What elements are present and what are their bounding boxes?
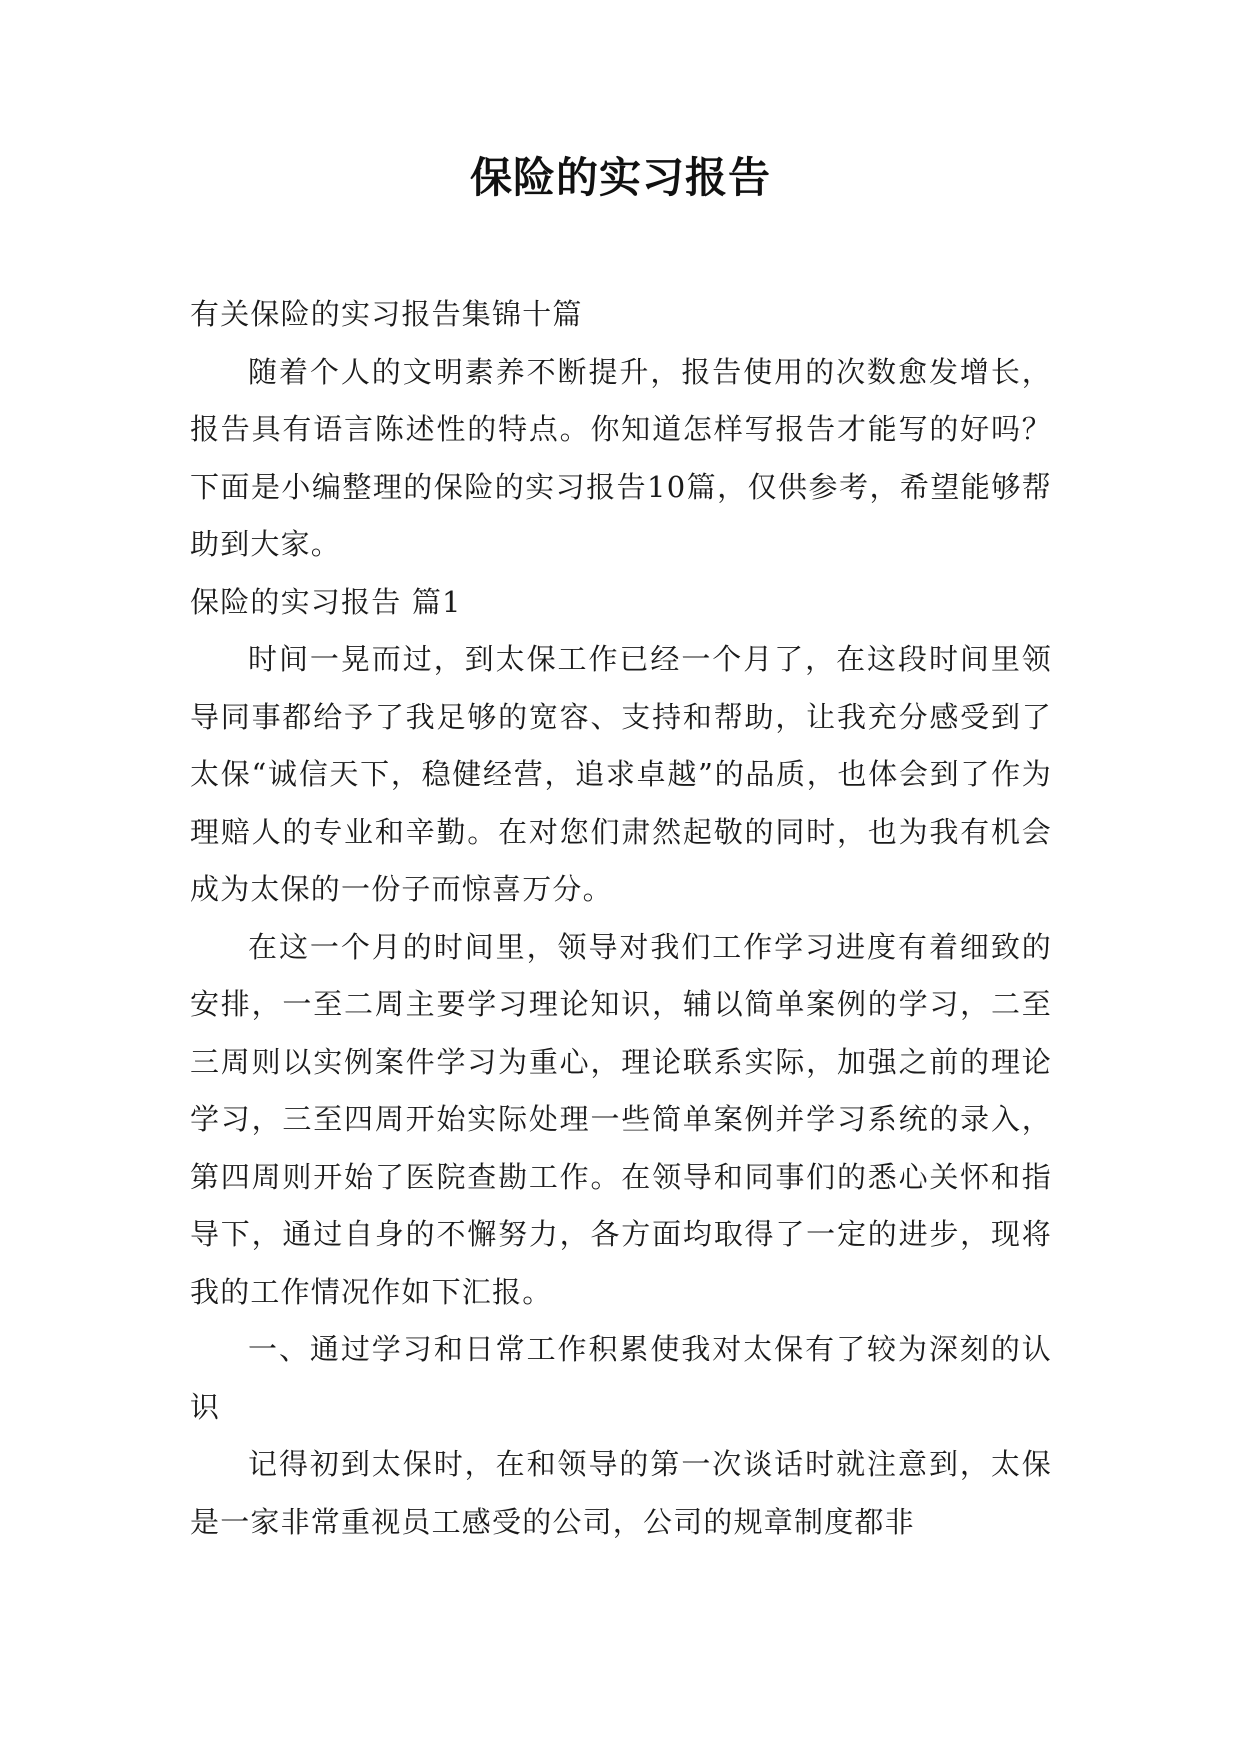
- document-subtitle: 有关保险的实习报告集锦十篇: [190, 297, 583, 331]
- section-heading: 保险的实习报告 篇1: [190, 584, 462, 619]
- document-title: 保险的实习报告: [469, 153, 771, 202]
- body-paragraph-1: 时间一晃而过，到太保工作已经一个月了，在这段时间里领导同事都给予了我足够的宽容、支持和帮助，让我充分感受到了太保“诚信天下，稳健经营，追求卓越”的品质，也体会到了作为理赔人的专业和辛勤。在对您们肃然起敬的同时，也为我有机会成为太保的一份子而惊喜万分。: [190, 642, 1052, 906]
- body-paragraph-2: 在这一个月的时间里，领导对我们工作学习进度有着细致的安排，一至二周主要学习理论知识，辅以简单案例的学习，二至三周则以实例案件学习为重心，理论联系实际，加强之前的理论学习，三至四周开始实际处理一些简单案例并学习系统的录入，第四周则开始了医院查勘工作。在领导和同事们的悉心关怀和指导下，通过自身的不懈努力，各方面均取得了一定的进步，现将我的工作情况作如下汇报。: [190, 929, 1052, 1309]
- subsection-heading: 一、通过学习和日常工作积累使我对太保有了较为深刻的认识: [190, 1332, 1052, 1424]
- body-paragraph-3: 记得初到太保时，在和领导的第一次谈话时就注意到，太保是一家非常重视员工感受的公司，公司的规章制度都非: [190, 1447, 1052, 1539]
- intro-paragraph: 随着个人的文明素养不断提升，报告使用的次数愈发增长，报告具有语言陈述性的特点。你知道怎样写报告才能写的好吗？下面是小编整理的保险的实习报告10篇，仅供参考，希望能够帮助到大家。: [190, 354, 1052, 561]
- document-body: [190, 286, 1052, 1551]
